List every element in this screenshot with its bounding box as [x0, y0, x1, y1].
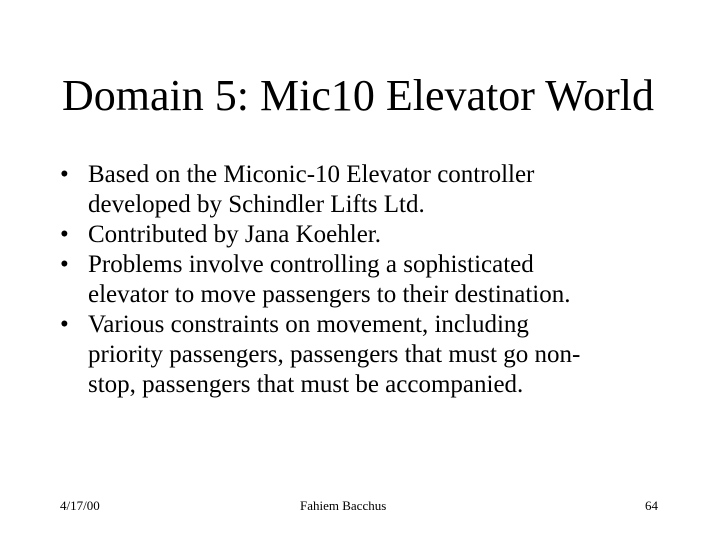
footer-page-number: 64 [645, 498, 658, 513]
bullet-text-line: Contributed by Jana Koehler. [88, 221, 381, 248]
bullet-text-line: priority passengers, passengers that must go non- [88, 341, 581, 368]
footer-date: 4/17/00 [60, 498, 100, 513]
bullet-text-line: Problems involve controlling a sophisticated [88, 251, 534, 278]
slide-title: Domain 5: Mic10 Elevator World [62, 71, 654, 120]
bullet-item [60, 160, 680, 220]
bullet-text-line: stop, passengers that must be accompanied. [88, 371, 524, 398]
bullet-text-line: elevator to move passengers to their destination. [88, 281, 571, 308]
bullet-marker: • [60, 251, 69, 278]
bullet-item [60, 250, 680, 310]
footer-author: Fahiem Bacchus [300, 498, 387, 513]
bullet-item [60, 310, 680, 400]
bullet-marker: • [60, 311, 69, 338]
bullet-marker: • [60, 221, 69, 248]
bullet-list [60, 160, 680, 400]
bullet-text-line: Various constraints on movement, including [88, 311, 529, 338]
bullet-item [60, 220, 680, 250]
bullet-marker: • [60, 161, 69, 188]
bullet-text-line: Based on the Miconic-10 Elevator controller [88, 161, 535, 188]
bullet-text-line: developed by Schindler Lifts Ltd. [88, 191, 425, 218]
